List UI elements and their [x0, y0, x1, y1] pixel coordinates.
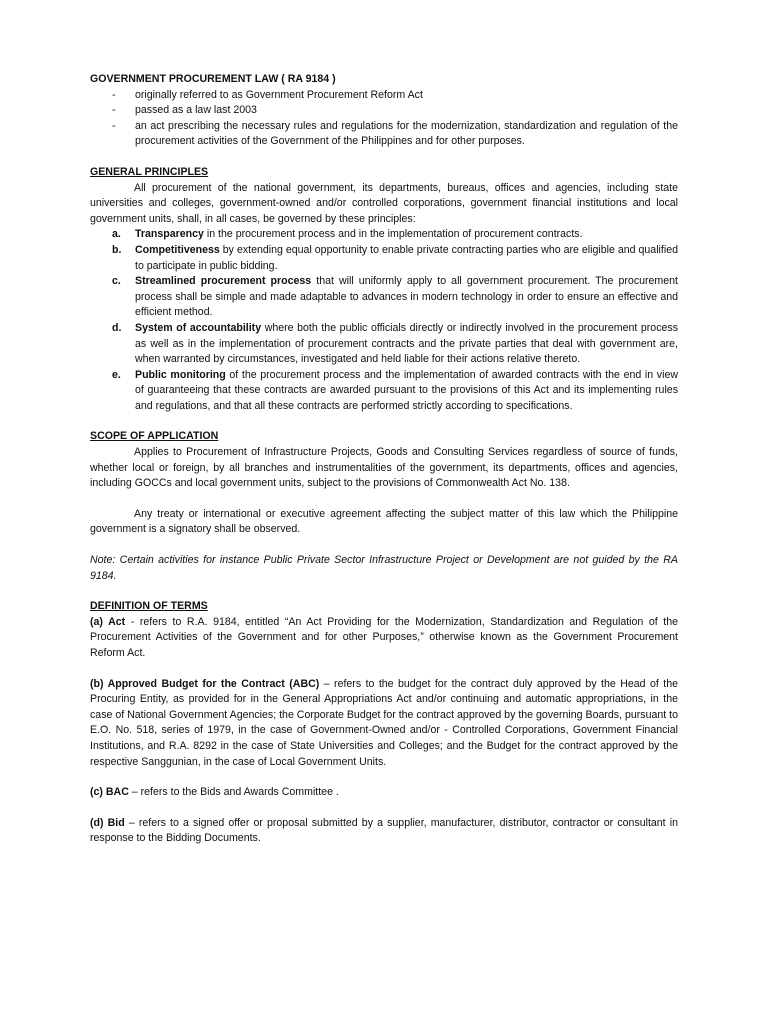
list-item — [90, 321, 678, 368]
bullet-text: an act prescribing the necessary rules and regulations for the modernization, standardization and regulation of the procurement activities of the Government of the Philippines and for other purposes. — [135, 119, 678, 148]
term-name: (c) BAC — [90, 786, 129, 799]
term-name: (a) Act — [90, 615, 126, 628]
document-title: GOVERNMENT PROCUREMENT LAW ( RA 9184 ) — [90, 73, 336, 85]
term-definition: – refers to the Bids and Awards Committee . — [128, 786, 339, 799]
scope-paragraph-2: Any treaty or international or executive agreement affecting the subject matter of this law which the Philippine government is a signatory shall be observed. — [90, 507, 678, 536]
principles-list — [90, 227, 678, 414]
list-item — [90, 274, 678, 321]
scope-heading: SCOPE OF APPLICATION — [90, 430, 219, 443]
list-item — [90, 243, 678, 274]
term-definition: - refers to R.A. 9184, entitled “An Act Providing for the Modernization, Standardization and Regulation of the Procurement Activities of the Government and for other Purposes,” otherwise known as the Government Procurement Reform Act. — [90, 615, 678, 659]
principle-text: that will uniformly apply to all government procurement. The procurement process shall be simple and made adaptable to advances in modern technology in order to ensure an effective and efficient method. — [135, 275, 678, 319]
bullet-text: passed as a law last 2003 — [135, 104, 257, 117]
bullet-marker: - — [112, 88, 116, 101]
scope-paragraph-1: Applies to Procurement of Infrastructure Projects, Goods and Consulting Services regardless of source of funds, whether local or foreign, by all branches and instrumentalities of the government, its departments, offices and agencies, including GOCCs and local government units, subject to the provisions of Commonwealth Act No. 138. — [90, 446, 678, 490]
bullet-marker: - — [112, 119, 116, 132]
principle-lead: Competitiveness — [135, 243, 220, 256]
principle-lead: System of accountability — [135, 321, 262, 334]
definition-item — [90, 785, 678, 801]
spacer — [90, 492, 678, 507]
list-item — [90, 88, 678, 104]
list-marker: d. — [112, 321, 122, 334]
principle-lead: Streamlined procurement process — [135, 275, 312, 288]
principle-text: of the procurement process and the implementation of awarded contracts with the end in view of guaranteeing that these contracts are awarded pursuant to the provisions of this Act and its implementing rules and regulations, and that all these contracts are performed strictly according to specifications. — [135, 368, 678, 412]
bullet-marker: - — [112, 104, 116, 117]
term-definition: – refers to the budget for the contract duly approved by the Head of the Procuring Entity, as provided for in the General Appropriations Act and/or continuing and automatic appropriations, in the case of National Government Agencies; the Corporate Budget for the contract approved by the governing Boards, pursuant to E.O. No. 518, series of 1979, in the case of Government-Owned and/or - Controlled Corporations, Government Financial Institutions, and R.A. 8292 in the case of State Universities and Colleges; and the Budget for the contract approved by the respective Sanggunian, in the case of Local Government Units. — [90, 677, 678, 768]
definition-item — [90, 816, 678, 847]
list-item — [90, 368, 678, 415]
list-item — [90, 103, 678, 119]
principle-lead: Public monitoring — [135, 368, 226, 381]
list-marker: b. — [112, 243, 122, 256]
term-definition: – refers to a signed offer or proposal submitted by a supplier, manufacturer, distributor, contractor or consultant in response to the Bidding Documents. — [90, 816, 678, 845]
term-name: (d) Bid — [90, 816, 125, 829]
principle-text: where both the public officials directly or indirectly involved in the procurement process as well as in the implementation of procurement contracts and the private parties that deal with government are, when warranted by circumstances, investigated and held liable for their actions relative thereto. — [135, 321, 678, 366]
definition-item — [90, 615, 678, 662]
principle-text: in the procurement process and in the implementation of procurement contracts. — [203, 228, 583, 241]
list-marker: e. — [112, 368, 121, 381]
list-item — [90, 119, 678, 150]
term-name: (b) Approved Budget for the Contract (ABC) — [90, 677, 320, 690]
list-marker: a. — [112, 228, 121, 241]
definitions-heading: DEFINITION OF TERMS — [90, 600, 208, 613]
list-item — [90, 227, 678, 243]
principle-lead: Transparency — [135, 228, 204, 241]
bullet-text: originally referred to as Government Procurement Reform Act — [135, 88, 423, 101]
definition-item — [90, 677, 678, 771]
principle-text: by extending equal opportunity to enable private contracting parties who are eligible and qualified to participate in public bidding. — [135, 243, 678, 272]
scope-note: Note: Certain activities for instance Public Private Sector Infrastructure Project or Development are not guided by the RA 9184. — [90, 554, 678, 582]
intro-bullet-list — [90, 88, 678, 150]
general-principles-heading: GENERAL PRINCIPLES — [90, 165, 209, 178]
list-marker: c. — [112, 275, 121, 288]
general-principles-intro: All procurement of the national government, its departments, bureaus, offices and agencies, including state universities and colleges, government-owned and/or controlled corporations, government financial institutions and local government units, shall, in all cases, be governed by these principles: — [90, 181, 678, 225]
